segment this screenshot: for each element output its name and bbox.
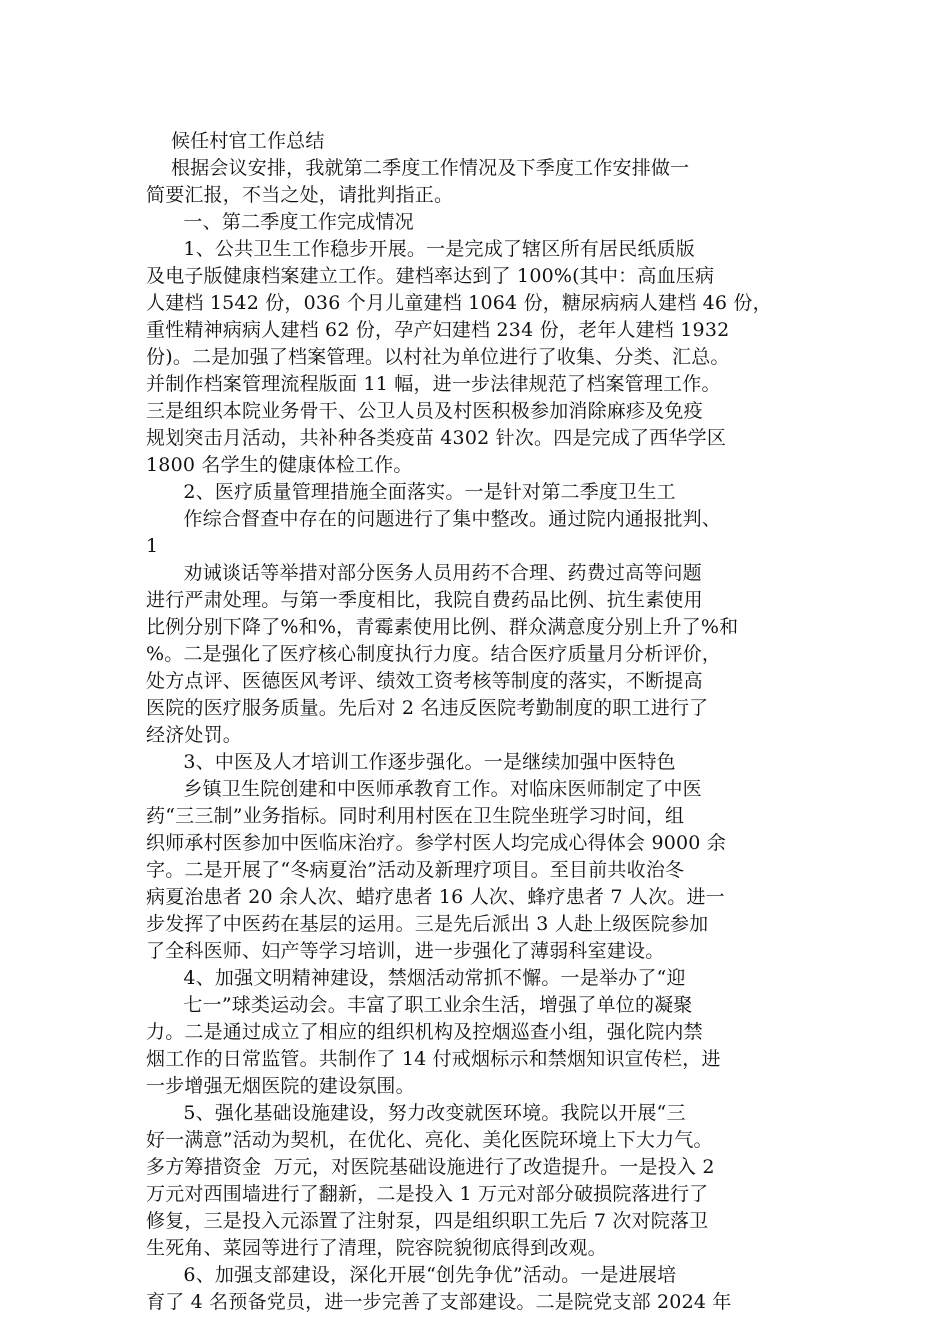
body-line: 字。二是开展了“冬病夏治”活动及新理疗项目。至目前共收治冬 bbox=[146, 859, 685, 881]
body-line: 1800 名学生的健康体检工作。 bbox=[146, 454, 413, 476]
body-line: 作综合督查中存在的问题进行了集中整改。通过院内通报批判、 bbox=[146, 508, 722, 530]
body-line: 人建档 1542 份，036 个月儿童建档 1064 份，糖尿病病人建档 46 份， bbox=[146, 292, 772, 314]
body-line: 生死角、菜园等进行了清理，院容院貌彻底得到改观。 bbox=[146, 1237, 607, 1259]
body-line: 根据会议安排，我就第二季度工作情况及下季度工作安排做一 bbox=[146, 157, 690, 179]
section-heading: 一、第二季度工作完成情况 bbox=[146, 211, 414, 233]
body-line: 织师承村医参加中医临床治疗。参学村医人均完成心得体会 9000 余 bbox=[146, 832, 727, 854]
body-line: 病夏治患者 20 余人次、蜡疗患者 16 人次、蜂疗患者 7 人次。进一 bbox=[146, 886, 725, 908]
body-line: 处方点评、医德医风考评、绩效工资考核等制度的落实，不断提高 bbox=[146, 670, 703, 692]
body-line: 力。二是通过成立了相应的组织机构及控烟巡查小组，强化院内禁 bbox=[146, 1021, 703, 1043]
body-line: 重性精神病病人建档 62 份，孕产妇建档 234 份，老年人建档 1932 bbox=[146, 319, 730, 341]
body-line: 进行严肃处理。与第一季度相比，我院自费药品比例、抗生素使用 bbox=[146, 589, 703, 611]
body-line: 比例分别下降了%和%，青霉素使用比例、群众满意度分别上升了%和 bbox=[146, 616, 739, 638]
body-line: 份)。二是加强了档案管理。以村社为单位进行了收集、分类、汇总。 bbox=[146, 346, 730, 368]
body-line: 2、医疗质量管理措施全面落实。一是针对第二季度卫生工 bbox=[146, 481, 676, 503]
body-line: 医院的医疗服务质量。先后对 2 名违反医院考勤制度的职工进行了 bbox=[146, 697, 709, 719]
body-line: 规划突击月活动，共补种各类疫苗 4302 针次。四是完成了西华学区 bbox=[146, 427, 727, 449]
body-line: 多方筹措资金 万元，对医院基础设施进行了改造提升。一是投入 2 bbox=[146, 1156, 715, 1178]
body-line: 修复，三是投入元添置了注射泵，四是组织职工先后 7 次对院落卫 bbox=[146, 1210, 709, 1232]
body-line: 6、加强支部建设，深化开展“创先争优”活动。一是进展培 bbox=[146, 1264, 677, 1286]
body-line: 药“三三制”业务指标。同时利用村医在卫生院坐班学习时间，组 bbox=[146, 805, 685, 827]
body-line: 一步增强无烟医院的建设氛围。 bbox=[146, 1075, 415, 1097]
body-line: 万元对西围墙进行了翻新，二是投入 1 万元对部分破损院落进行了 bbox=[146, 1183, 709, 1205]
body-line: 了全科医师、妇产等学习培训，进一步强化了薄弱科室建设。 bbox=[146, 940, 665, 962]
body-line: 好一满意”活动为契机，在优化、亮化、美化医院环境上下大力气。 bbox=[146, 1129, 713, 1151]
body-line: 经济处罚。 bbox=[146, 724, 243, 746]
body-line: 简要汇报，不当之处，请批判指正。 bbox=[146, 184, 454, 206]
body-line: 七一”球类运动会。丰富了职工业余生活，增强了单位的凝聚 bbox=[146, 994, 693, 1016]
body-line: 4、加强文明精神建设，禁烟活动常抓不懈。一是举办了“迎 bbox=[146, 967, 686, 989]
page-number: 1 bbox=[146, 535, 159, 557]
body-line: 育了 4 名预备党员，进一步完善了支部建设。二是院党支部 2024 年 bbox=[146, 1291, 732, 1313]
body-line: 劝诫谈话等举措对部分医务人员用药不合理、药费过高等问题 bbox=[146, 562, 702, 584]
document-title: 候任村官工作总结 bbox=[146, 130, 325, 152]
body-line: 及电子版健康档案建立工作。建档率达到了 100%(其中：高血压病 bbox=[146, 265, 715, 287]
body-line: 3、中医及人才培训工作逐步强化。一是继续加强中医特色 bbox=[146, 751, 676, 773]
body-line: 5、强化基础设施建设，努力改变就医环境。我院以开展“三 bbox=[146, 1102, 686, 1124]
body-line: 烟工作的日常监管。共制作了 14 付戒烟标示和禁烟知识宣传栏，进 bbox=[146, 1048, 721, 1070]
body-line: 乡镇卫生院创建和中医师承教育工作。对临床医师制定了中医 bbox=[146, 778, 702, 800]
body-line: 1、公共卫生工作稳步开展。一是完成了辖区所有居民纸质版 bbox=[146, 238, 695, 260]
body-line: %。二是强化了医疗核心制度执行力度。结合医疗质量月分析评价， bbox=[146, 643, 722, 665]
body-line: 步发挥了中医药在基层的运用。三是先后派出 3 人赴上级医院参加 bbox=[146, 913, 709, 935]
body-line: 并制作档案管理流程版面 11 幅，进一步法律规范了档案管理工作。 bbox=[146, 373, 721, 395]
body-line: 三是组织本院业务骨干、公卫人员及村医积极参加消除麻疹及免疫 bbox=[146, 400, 703, 422]
